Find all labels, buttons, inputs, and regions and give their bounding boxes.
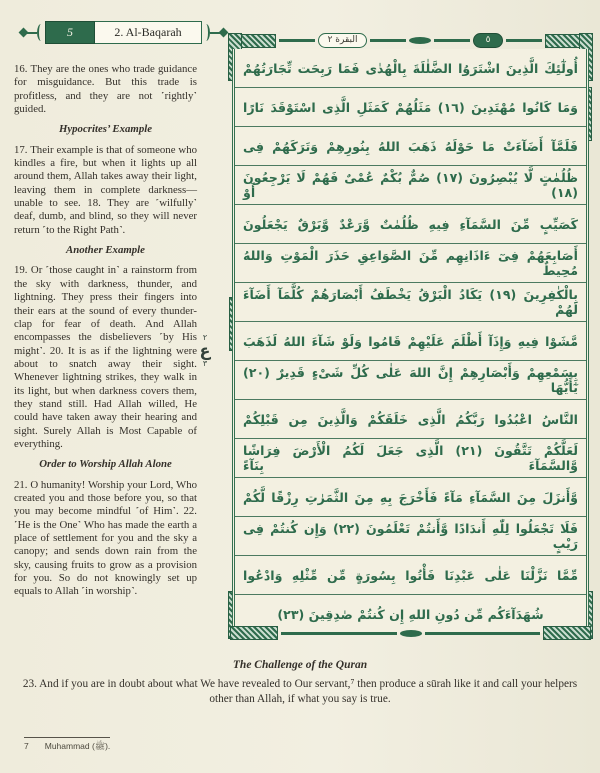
footnote-text: Muhammad (ﷺ). bbox=[44, 741, 111, 751]
ruku-number-bottom: ٣ bbox=[202, 359, 208, 368]
arabic-line-7: بِالْكٰفِرِينَ (١٩) يَكَادُ الْبَرْقُ يَخْطَفُ أَبْصَارَهُمْ كُلَّمَآ أَضَآءَ لَهُمْ bbox=[235, 283, 586, 322]
corner-ornament-bottom-right bbox=[543, 626, 591, 640]
band-left-diamond-icon bbox=[19, 28, 29, 38]
arabic-text-area bbox=[232, 49, 589, 633]
surah-name-cartouche: البقرة ٢ bbox=[318, 33, 368, 48]
arabic-line-3: فَلَمَّآ أَضَآءَتْ مَا حَوْلَهُ ذَهَبَ اللهُ بِنُورِهِمْ وَتَرَكَهُمْ فِى bbox=[235, 127, 586, 166]
lozenge-ornament-icon bbox=[400, 630, 422, 637]
verse-16-paragraph: 16. They are the ones who trade guidance for misguidance. But this trade is profitless, and they are not ˹rightly˺ guided. bbox=[14, 63, 197, 116]
arabic-line-1: أُولٰٓئِكَ الَّذِينَ اشْتَرَوُا الضَّلٰلَةَ بِالْهُدٰى فَمَا رَبِحَت تِّجَارَتُهُمْ bbox=[235, 49, 586, 88]
footnote-number: 7 bbox=[24, 741, 29, 751]
surah-title: 2. Al-Baqarah bbox=[95, 21, 202, 44]
corner-ornament-bottom-left bbox=[230, 626, 278, 640]
arabic-mushaf-frame bbox=[228, 29, 593, 645]
arabic-page-number-cartouche: ٥ bbox=[473, 33, 504, 48]
arabic-line-13: فَلَا تَجْعَلُوا لِلّٰهِ أَندَادًا وَّأَنتُمْ تَعْلَمُونَ (٢٢) وَإِن كُنتُمْ فِى رَيْبٍ bbox=[235, 517, 586, 556]
frame-top-border bbox=[228, 32, 593, 49]
band-right-diamond-icon bbox=[219, 28, 229, 38]
top-border-line bbox=[434, 39, 470, 42]
top-border-line bbox=[506, 39, 542, 42]
frame-bottom-border bbox=[230, 627, 591, 639]
page-number-badge: 5 bbox=[45, 21, 95, 44]
footnote-divider bbox=[24, 737, 110, 738]
arabic-line-10: النَّاسُ اعْبُدُوا رَبَّكُمُ الَّذِى خَلَقَكُمْ وَالَّذِينَ مِن قَبْلِكُمْ bbox=[235, 400, 586, 439]
translation-column bbox=[14, 63, 197, 602]
verse-19-20-paragraph: 19. Or ˹those caught in˺ a rainstorm from the sky with darkness, thunder, and lightning. They press their fingers into their ears at the sound of every thunder-clap for fear of death. And Allah encompasses the disbelievers ˹by His might˺. 20. It is as if the lightning were about to snatch away their sight. Whenever lightning strikes, they walk in its light, but when darkness covers them, they stand still. Had Allah willed, He could have taken away their hearing and sight. Surely Allah is Most Capable of everything. bbox=[14, 264, 197, 450]
verse-17-18-paragraph: 17. Their example is that of someone who kindles a fire, but when it lights up all around them, Allah takes away their light, leaving them in complete darkness—unable to see. 18. They are ˹wilfully˺ deaf, dumb, and blind, so they will never return ˹to the Right Path˺. bbox=[14, 143, 197, 236]
ruku-ayn-letter: ع bbox=[199, 341, 211, 360]
bottom-border-line bbox=[425, 632, 541, 635]
surah-header-band bbox=[20, 20, 220, 45]
arabic-line-14: مِّمَّا نَزَّلْنَا عَلٰى عَبْدِنَا فَأْتُوا بِسُورَةٍ مِّن مِّثْلِهِ وَادْعُوا bbox=[235, 556, 586, 595]
verse-21-22-paragraph: 21. O humanity! Worship your Lord, Who created you and those before you, so that you may become mindful ˹of Him˺. 22. ˹He is the One˺ Who has made the earth a place of settlement for you and the sky a canopy; and sends down rain from the sky, causing fruits to grow as a provision for you. So do not knowingly set up equals to Allah ˹in worship˺. bbox=[14, 478, 197, 598]
arabic-line-8: مَّشَوْا فِيهِ وَإِذَآ أَظْلَمَ عَلَيْهِمْ قَامُوا وَلَوْ شَآءَ اللهُ لَذَهَبَ bbox=[235, 322, 586, 361]
arabic-line-11: لَعَلَّكُمْ تَتَّقُونَ (٢١) الَّذِى جَعَلَ لَكُمُ الْأَرْضَ فِرَاشًا وَّالسَّمَآءَ بِنَآءً bbox=[235, 439, 586, 478]
footnote bbox=[24, 737, 304, 754]
ruku-marker bbox=[197, 334, 213, 368]
band-left-curl-icon bbox=[37, 24, 45, 41]
arabic-line-5: كَصَيِّبٍ مِّنَ السَّمَآءِ فِيهِ ظُلُمٰتٌ وَّرَعْدٌ وَّبَرْقٌ يَجْعَلُونَ bbox=[235, 205, 586, 244]
heading-order-to-worship: Order to Worship Allah Alone bbox=[39, 458, 172, 471]
arabic-line-15: شُهَدَآءَكُم مِّن دُونِ اللهِ إِن كُنتُمْ صٰدِقِينَ (٢٣) bbox=[277, 606, 544, 622]
verse-23-paragraph: 23. And if you are in doubt about what We have revealed to Our servant,⁷ then produce a sūrah like it and call your helpers other than Allah, if what you say is true. bbox=[22, 678, 578, 705]
heading-hypocrites-example: Hypocrites’ Example bbox=[58, 123, 153, 136]
top-border-line bbox=[279, 39, 315, 42]
arabic-line-6: أَصَابِعَهُمْ فِىٓ ءَاذَانِهِم مِّنَ الصَّوَاعِقِ حَذَرَ الْمَوْتِ وَاللهُ مُحِيطٌ bbox=[235, 244, 586, 283]
arabic-line-12: وَّأَنزَلَ مِنَ السَّمَآءِ مَآءً فَأَخْرَجَ بِهِ مِنَ الثَّمَرٰتِ رِزْقًا لَّكُمْ bbox=[235, 478, 586, 517]
band-right-curl-icon bbox=[202, 24, 210, 41]
top-border-line bbox=[370, 39, 406, 42]
heading-challenge-of-the-quran: The Challenge of the Quran bbox=[232, 659, 368, 671]
arabic-line-4: ظُلُمٰتٍ لَّا يُبْصِرُونَ (١٧) صُمٌّ بُكْمٌ عُمْىٌ فَهُمْ لَا يَرْجِعُونَ (١٨) أَوْ bbox=[235, 166, 586, 205]
arabic-line-2: وَمَا كَانُوا مُهْتَدِينَ (١٦) مَثَلُهُمْ كَمَثَلِ الَّذِى اسْتَوْقَدَ نَارًا bbox=[235, 88, 586, 127]
bottom-border-line bbox=[281, 632, 397, 635]
lozenge-ornament-icon bbox=[409, 37, 431, 44]
heading-another-example: Another Example bbox=[66, 244, 145, 257]
ruku-number-top: ٢ bbox=[202, 333, 208, 342]
arabic-line-9: بِسَمْعِهِمْ وَأَبْصَارِهِمْ إِنَّ اللهَ عَلٰى كُلِّ شَىْءٍ قَدِيرٌ (٢٠) يٰٓأَيُّهَا bbox=[235, 361, 586, 400]
